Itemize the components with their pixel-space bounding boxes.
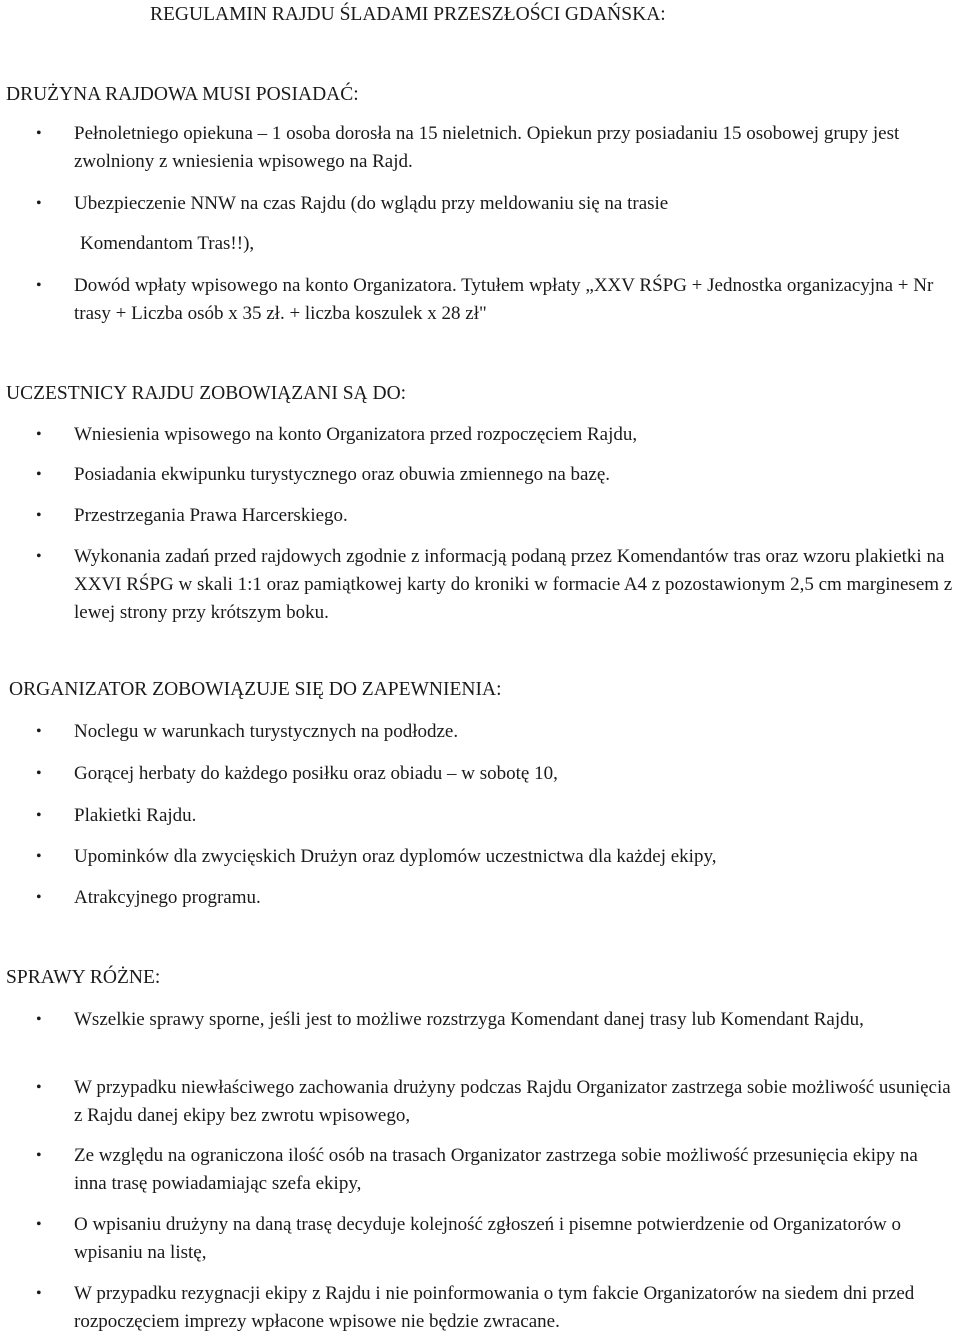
list-item: W przypadku rezygnacji ekipy z Rajdu i nie poinformowania o tym fakcie Organizatorów na siedem dni przed rozpoczęciem imprezy wpłacone wpisowe nie będzie zwracane. xyxy=(74,1283,915,1332)
list-item: Atrakcyjnego programu. xyxy=(74,887,261,908)
list-item: Przestrzegania Prawa Harcerskiego. xyxy=(74,505,348,526)
bullet-icon: • xyxy=(36,889,42,906)
bullet-icon: • xyxy=(36,1147,42,1164)
bullet-icon: • xyxy=(36,426,42,443)
section-heading-miscellaneous: SPRAWY RÓŻNE: xyxy=(6,967,161,988)
section-heading-organizer-obligations: ORGANIZATOR ZOBOWIĄZUJE SIĘ DO ZAPEWNIENIA: xyxy=(9,679,502,700)
bullet-icon: • xyxy=(36,1079,42,1096)
list-item: Ubezpieczenie NNW na czas Rajdu (do wglądu przy meldowaniu się na trasie xyxy=(74,193,669,214)
bullet-icon: • xyxy=(36,507,42,524)
section-heading-participants-obligations: UCZESTNICY RAJDU ZOBOWIĄZANI SĄ DO: xyxy=(6,383,407,404)
bullet-icon: • xyxy=(36,277,42,294)
bullet-icon: • xyxy=(36,1285,42,1302)
bullet-icon: • xyxy=(36,765,42,782)
bullet-icon: • xyxy=(36,466,42,483)
list-item: Wykonania zadań przed rajdowych zgodnie z informacją podaną przez Komendantów tras oraz wzoru plakietki na XXVI RŚPG w skali 1:1 oraz pamiątkowej karty do kroniki w formacie A4 z pozostawionym 2,5 cm marginesem z lewej strony przy krótszym boku. xyxy=(74,546,953,623)
list-item: Gorącej herbaty do każdego posiłku oraz obiadu – w sobotę 10, xyxy=(74,763,558,784)
list-item: Wniesienia wpisowego na konto Organizatora przed rozpoczęciem Rajdu, xyxy=(74,424,638,445)
bullet-icon: • xyxy=(36,1216,42,1233)
list-item: W przypadku niewłaściwego zachowania drużyny podczas Rajdu Organizator zastrzega sobie możliwość usunięcia z Rajdu danej ekipy bez zwrotu wpisowego, xyxy=(74,1077,951,1126)
bullet-icon: • xyxy=(36,848,42,865)
list-item: Noclegu w warunkach turystycznych na podłodze. xyxy=(74,721,459,742)
section-heading-team-requirements: DRUŻYNA RAJDOWA MUSI POSIADAĆ: xyxy=(6,84,359,105)
list-item: Plakietki Rajdu. xyxy=(74,805,197,826)
list-item: Pełnoletniego opiekuna – 1 osoba dorosła na 15 nieletnich. Opiekun przy posiadaniu 15 osobowej grupy jest zwolniony z wniesienia wpisowego na Rajd. xyxy=(74,123,900,172)
list-item: O wpisaniu drużyny na daną trasę decyduje kolejność zgłoszeń i pisemne potwierdzenie od Organizatorów o wpisaniu na listę, xyxy=(74,1214,901,1263)
bullet-icon: • xyxy=(36,807,42,824)
bullet-icon: • xyxy=(36,548,42,565)
bullet-icon: • xyxy=(36,195,42,212)
bullet-icon: • xyxy=(36,125,42,142)
list-item: Posiadania ekwipunku turystycznego oraz obuwia zmiennego na bazę. xyxy=(74,464,611,485)
list-item-continuation: Komendantom Tras!!), xyxy=(80,233,255,254)
bullet-icon: • xyxy=(36,1011,42,1028)
list-item: Upominków dla zwycięskich Drużyn oraz dyplomów uczestnictwa dla każdej ekipy, xyxy=(74,846,717,867)
list-item: Dowód wpłaty wpisowego na konto Organizatora. Tytułem wpłaty „XXV RŚPG + Jednostka organizacyjna + Nr trasy + Liczba osób x 35 zł. + liczba koszulek x 28 zł" xyxy=(74,275,934,324)
bullet-icon: • xyxy=(36,723,42,740)
document-title: REGULAMIN RAJDU ŚLADAMI PRZESZŁOŚCI GDAŃSKA: xyxy=(150,4,666,25)
list-item: Wszelkie sprawy sporne, jeśli jest to możliwe rozstrzyga Komendant danej trasy lub Komendant Rajdu, xyxy=(74,1009,864,1030)
list-item: Ze względu na ograniczona ilość osób na trasach Organizator zastrzega sobie możliwość przesunięcia ekipy na inna trasę powiadamiając szefa ekipy, xyxy=(74,1145,918,1194)
